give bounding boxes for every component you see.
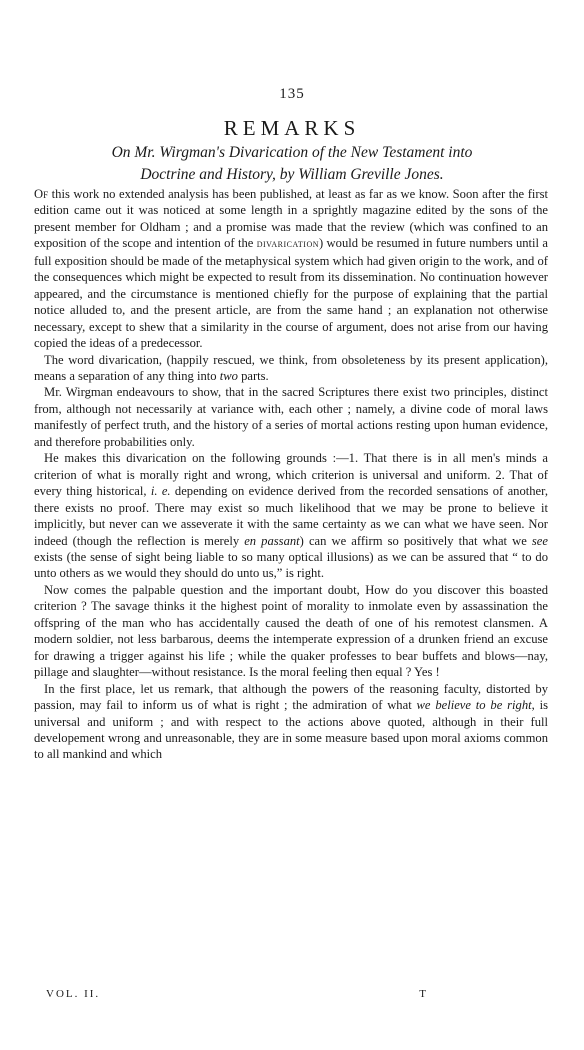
signature-mark: T	[419, 988, 428, 1000]
paragraph-4-text-d: exists (the sense of sight being liable to so many optical illusions) as we can be assured that “ to do unto others as we would they should do unto us,” is right.	[34, 549, 548, 581]
paragraph-4-emphasis-1: i. e.	[150, 484, 171, 499]
paragraph-4-text-a: He makes this divarication on the following grounds :—1. That there is in all men's minds a criterion of what is morally right and wrong, which criterion is universal and uniform. 2. That of every thing historical,	[34, 451, 548, 499]
paragraph-5: Now comes the palpable question and the important doubt, How do you discover this boasted criterion ? The savage thinks it the highest point of morality to inmolate even by assassination the offspring of the man who has accidentally caused the death of one of his remotest clansmen. A modern soldier, not less barbarous, deems the intemperate expression of a drunken friend an excuse for drawing a trigger against his life ; while the quaker professes to bear buffets and blows—nay, pillage and slaughter—without resistance. Is the moral feeling then equal ? Yes !	[34, 582, 548, 680]
paragraph-1-text-a: this work no extended analysis has been published, at least as far as we know. Soon after the first edition came out it was noticed at some length in a sprightly magazine edited by the sons of the present member for Oldham ; and a promise was made that the review (which was confined to an exposition of the scope and intention of the	[34, 187, 548, 251]
paragraph-1-small-caps: divarication	[256, 238, 319, 251]
paragraph-2-emphasis: two	[219, 368, 238, 383]
article-title: REMARKS	[223, 116, 361, 140]
paragraph-2	[34, 352, 548, 385]
paragraph-6-text-b: , is universal and uniform ; and with respect to the actions above quoted, although in their full developement wrong and unreasonable, they are in some measure based upon moral axioms common to all mankind and which	[34, 698, 548, 762]
paragraph-3: Mr. Wirgman endeavours to show, that in the sacred Scriptures there exist two principles, distinct from, although not necessarily at variance with, each other ; namely, a divine code of moral laws manifestly of perfect truth, and the history of a series of mortal actions resting upon human evidence, and therefore probabilities only.	[34, 385, 548, 449]
paragraph-1-text-b: ) would be resumed in future numbers until a full exposition should be made of the metaphysical system which had given origin to the work, and of the consequences which might be expected to result from its dissemination. No continuation however appeared, and the circumstance is mentioned chiefly for the purpose of explaining that the partial notice alluded to, and the present article, are from the same hand ; an explanation not otherwise necessary, except to shew that a similarity in the course of argument, does not arise from our having copied the ideas of a predecessor.	[34, 236, 548, 351]
paragraph-4-text-b: depending on evidence derived from the recorded sensations of another, there exists no proof. There may exist so much likelihood that we may be prone to believe it implicitly, but never can we asseverate it with the same certainty as we can what we have seen. Nor indeed (though the reflection is merely	[34, 484, 548, 548]
paragraph-6-text-a: In the first place, let us remark, that although the powers of the reasoning faculty, distorted by passion, may fail to inform us of what is right ; the admiration of what	[34, 681, 548, 713]
volume-mark: VOL. II.	[46, 988, 101, 1000]
paragraph-2-text-a: The word divarication, (happily rescued, we think, from obsoleteness by its present application), means a separation of any thing into	[34, 352, 548, 383]
paragraph-4	[34, 450, 548, 582]
paragraph-4-emphasis-2: en passant	[244, 533, 300, 548]
article-subtitle	[40, 142, 544, 186]
paragraph-4-emphasis-3: see	[531, 533, 548, 548]
paragraph-1-opening-word: Of	[34, 187, 49, 201]
paragraph-2-text-b: parts.	[237, 368, 269, 383]
paragraph-6	[34, 681, 548, 763]
paragraph-4-text-c: ) can we affirm so positively that what we	[299, 533, 532, 548]
article-body	[34, 186, 548, 763]
page-number: 135	[279, 86, 305, 102]
paragraph-6-emphasis: we believe to be right	[416, 698, 532, 713]
subtitle-line-2: Doctrine and History, by William Greville Jones.	[140, 166, 444, 183]
paragraph-1	[34, 186, 548, 352]
subtitle-line-1: On Mr. Wirgman's Divarication of the New Testament into	[111, 144, 473, 161]
